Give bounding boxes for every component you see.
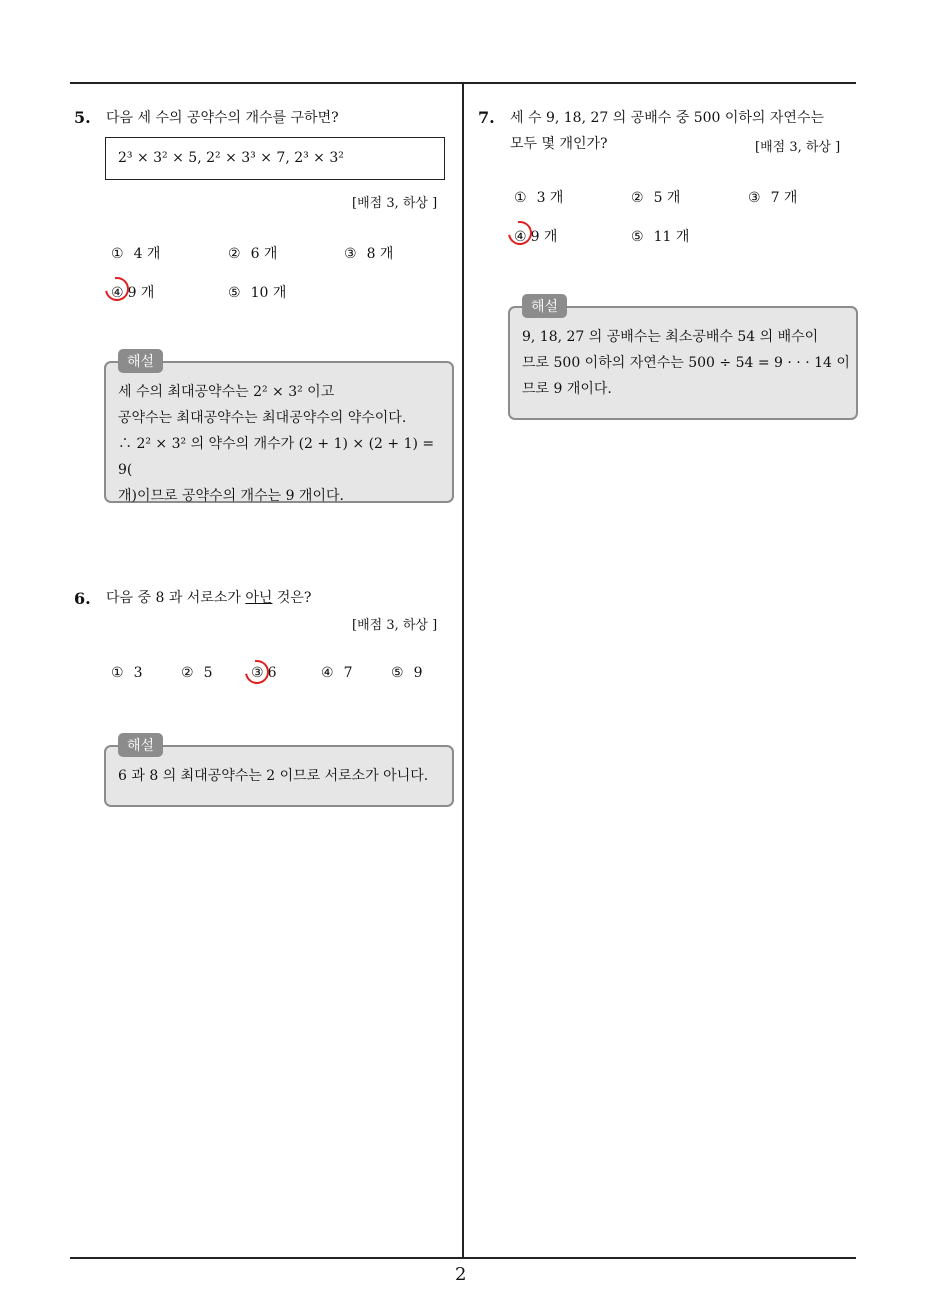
choice-mark: ② <box>228 246 241 262</box>
q6-text <box>106 585 311 611</box>
q6-choice-4[interactable] <box>321 665 352 681</box>
choice-label: 8 개 <box>366 246 394 262</box>
column-divider <box>462 82 464 1258</box>
q5-score: [배점 3, 하상 ] <box>352 196 438 211</box>
choice-mark: ③ <box>251 665 264 681</box>
explanation-line: 9, 18, 27 의 공배수는 최소공배수 54 의 배수이 <box>522 329 819 345</box>
q7-text-line2: 모두 몇 개인가? <box>510 136 608 152</box>
choice-label: 3 <box>133 665 143 681</box>
choice-label: 11 개 <box>653 229 690 245</box>
q5-choice-1[interactable] <box>111 243 160 263</box>
q5-formula-box <box>105 137 445 180</box>
q5-choice-3[interactable] <box>344 243 393 263</box>
choice-label: 9 개 <box>127 285 155 301</box>
explanation-line: 6 과 8 의 최대공약수는 2 이므로 서로소가 아니다. <box>118 768 429 784</box>
q6-text-underlined: 아닌 <box>245 590 273 606</box>
q5-choice-5[interactable] <box>228 282 286 302</box>
bottom-rule <box>70 1257 856 1259</box>
explanation-line: 개)이므로 공약수의 개수는 9 개이다. <box>118 488 344 504</box>
answer-circle-icon <box>240 655 273 688</box>
explanation-line: ∴ 2² × 3² 의 약수의 개수가 (2 + 1) × (2 + 1) = 9( <box>118 436 435 478</box>
explanation-line: 공약수는 최대공약수는 최대공약수의 약수이다. <box>118 410 407 426</box>
choice-label: 9 개 <box>530 229 558 245</box>
q5-number: 5. <box>74 108 91 127</box>
q6-text-after: 것은? <box>272 590 312 606</box>
choice-mark: ④ <box>514 229 527 245</box>
choice-label: 6 <box>267 665 277 681</box>
q7-explanation-tag: 해설 <box>522 294 567 318</box>
choice-label: 9 <box>413 665 423 681</box>
choice-label: 7 <box>343 665 353 681</box>
choice-mark: ③ <box>344 246 357 262</box>
choice-label: 6 개 <box>250 246 278 262</box>
q7-score: [배점 3, 하상 ] <box>755 140 841 155</box>
q6-number: 6. <box>74 589 91 608</box>
choice-label: 10 개 <box>250 285 287 301</box>
choice-label: 4 개 <box>133 246 161 262</box>
q7-explanation-box <box>508 306 858 420</box>
q6-choice-1[interactable] <box>111 665 142 681</box>
explanation-line: 므로 9 개이다. <box>522 381 612 397</box>
q6-explanation-tag: 해설 <box>118 733 163 757</box>
q6-score: [배점 3, 하상 ] <box>352 618 438 633</box>
q6-explanation <box>118 763 450 789</box>
choice-label: 7 개 <box>770 190 798 206</box>
q7-choice-5[interactable] <box>631 226 689 246</box>
choice-label: 5 개 <box>653 190 681 206</box>
q6-choice-2[interactable] <box>181 665 212 681</box>
explanation-line: 세 수의 최대공약수는 2² × 3² 이고 <box>118 384 335 400</box>
choice-mark: ④ <box>321 665 334 681</box>
choice-label: 3 개 <box>536 190 564 206</box>
choice-mark: ② <box>631 190 644 206</box>
choice-mark: ④ <box>111 285 124 301</box>
q5-text: 다음 세 수의 공약수의 개수를 구하면? <box>106 110 339 126</box>
choice-mark: ⑤ <box>228 285 241 301</box>
q5-choice-2[interactable] <box>228 243 277 263</box>
explanation-line: 므로 500 이하의 자연수는 500 ÷ 54 = 9 · · · 14 이 <box>522 355 850 371</box>
q7-choice-2[interactable] <box>631 187 680 207</box>
q7-number: 7. <box>478 108 495 127</box>
choice-mark: ① <box>111 246 124 262</box>
choice-mark: ② <box>181 665 194 681</box>
q6-choice-5[interactable] <box>391 665 422 681</box>
choice-mark: ⑤ <box>631 229 644 245</box>
q5-formula: 2³ × 3² × 5, 2² × 3³ × 7, 2³ × 3² <box>118 150 344 166</box>
q6-text-before: 다음 중 8 과 서로소가 <box>106 590 246 606</box>
q5-explanation-tag: 해설 <box>118 349 163 373</box>
page-number: 2 <box>455 1264 467 1285</box>
choice-mark: ③ <box>748 190 761 206</box>
q7-explanation <box>522 324 854 402</box>
q5-explanation <box>118 379 446 509</box>
choice-mark: ① <box>111 665 124 681</box>
q7-text-line1: 세 수 9, 18, 27 의 공배수 중 500 이하의 자연수는 <box>510 110 824 126</box>
choice-mark: ① <box>514 190 527 206</box>
choice-label: 5 <box>203 665 213 681</box>
q7-choice-1[interactable] <box>514 187 563 207</box>
q7-choice-3[interactable] <box>748 187 797 207</box>
q5-explanation-box <box>104 361 454 503</box>
choice-mark: ⑤ <box>391 665 404 681</box>
